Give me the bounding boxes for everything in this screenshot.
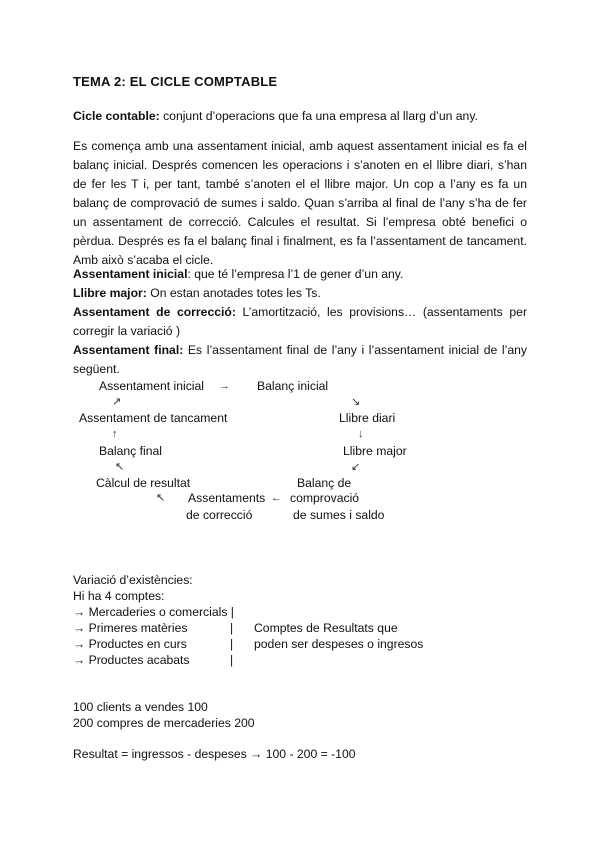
arrow-up-icon: ↑ bbox=[112, 428, 118, 440]
arrow-down-icon: ↓ bbox=[358, 428, 364, 440]
cycle-node-assentaments-correccio-line2: de correcció bbox=[186, 508, 253, 522]
cycle-node-balanc-inicial: Balanç inicial bbox=[257, 379, 329, 393]
definition-term: Assentament final: bbox=[73, 343, 184, 357]
definition-item bbox=[73, 265, 527, 284]
arrow-down-left-icon: ↙ bbox=[351, 461, 361, 473]
definition-term: Assentament de correcció: bbox=[73, 305, 236, 319]
definition-cicle-contable bbox=[73, 107, 478, 126]
bracket-bar: | bbox=[230, 637, 234, 651]
bracket-bar: | bbox=[230, 621, 234, 635]
result-line: Resultat = ingressos - despeses → 100 - 200 = -100 bbox=[73, 747, 356, 761]
list-item: → Productes en curs bbox=[73, 637, 187, 651]
cycle-node-llibre-diari: Llibre diari bbox=[339, 411, 396, 425]
definition-text: conjunt d’operacions que fa una empresa al llarg d’un any. bbox=[159, 109, 478, 123]
arrow-down-right-icon: ↘ bbox=[351, 396, 361, 408]
page-title: TEMA 2: EL CICLE COMPTABLE bbox=[73, 74, 278, 89]
cycle-node-balanc-comprovacio-line3: de sumes i saldo bbox=[293, 508, 385, 522]
arrow-right-icon: → bbox=[219, 380, 230, 392]
entry-line: 100 clients a vendes 100 bbox=[73, 700, 208, 714]
definition-text: : que té l’empresa l’1 de gener d’un any. bbox=[187, 267, 404, 281]
variacio-count: Hi ha 4 comptes: bbox=[73, 589, 165, 603]
variacio-note-line1: Comptes de Resultats que bbox=[254, 621, 398, 635]
cycle-node-assentament-tancament: Assentament de tancament bbox=[79, 411, 228, 425]
definitions-list bbox=[73, 265, 527, 379]
list-item: → Primeres matèries bbox=[73, 621, 188, 635]
cycle-node-calcul-resultat: Càlcul de resultat bbox=[96, 476, 191, 490]
bracket-bar: | bbox=[230, 653, 234, 667]
arrow-left-icon: ← bbox=[271, 492, 282, 504]
definition-term: Cicle contable: bbox=[73, 109, 160, 123]
definition-text: Es l’assentament final de l’any i l’assentament inicial de l’any següent. bbox=[73, 343, 527, 376]
cycle-node-assentament-inicial: Assentament inicial bbox=[99, 379, 204, 393]
variacio-note-line2: poden ser despeses o ingresos bbox=[254, 637, 424, 651]
intro-paragraph: Es comença amb una assentament inicial, amb aquest assentament inicial es fa el balanç inicial. Després comencen les operacions i s’anoten en el llibre diari, s’han de fer les T i, per tant, també s’anoten el el llibre major. Un cop a l’any es fa un balanç de comprovació de sumes i saldo. Quan s’arriba al final de l’any s’ha de fer un assentament de correcció. Calcules el resultat. Si l’empresa obté benefici o pèrdua. Després es fa el balanç final i finalment, es fa l’assentament de tancament. Amb això s’acaba el cicle. bbox=[73, 139, 527, 267]
definition-item bbox=[73, 341, 527, 379]
list-item: → Mercaderies o comercials | bbox=[73, 605, 234, 619]
cycle-node-balanc-comprovacio-line1: Balanç de bbox=[297, 476, 352, 490]
arrow-up-right-icon: ↗ bbox=[112, 396, 122, 408]
definition-term: Assentament inicial bbox=[73, 267, 188, 281]
arrow-up-left-icon: ↖ bbox=[115, 461, 125, 473]
definition-item bbox=[73, 284, 527, 303]
cycle-node-balanc-comprovacio-line2: comprovació bbox=[290, 491, 360, 505]
arrow-up-left-icon: ↖ bbox=[156, 492, 166, 504]
definition-term: Llibre major: bbox=[73, 286, 147, 300]
cycle-node-llibre-major: Llibre major bbox=[343, 444, 407, 458]
list-item: → Productes acabats bbox=[73, 653, 190, 667]
definition-text: L’amortització, les provisions… (assentaments per corregir la variació ) bbox=[73, 305, 527, 338]
variacio-title: Variació d’existències: bbox=[73, 573, 193, 587]
cycle-node-assentaments-correccio-line1: Assentaments bbox=[188, 491, 266, 505]
definition-item bbox=[73, 303, 527, 341]
cycle-node-balanc-final: Balanç final bbox=[99, 444, 163, 458]
entry-line: 200 compres de mercaderies 200 bbox=[73, 716, 255, 730]
definition-text: On estan anotades totes les Ts. bbox=[146, 286, 321, 300]
